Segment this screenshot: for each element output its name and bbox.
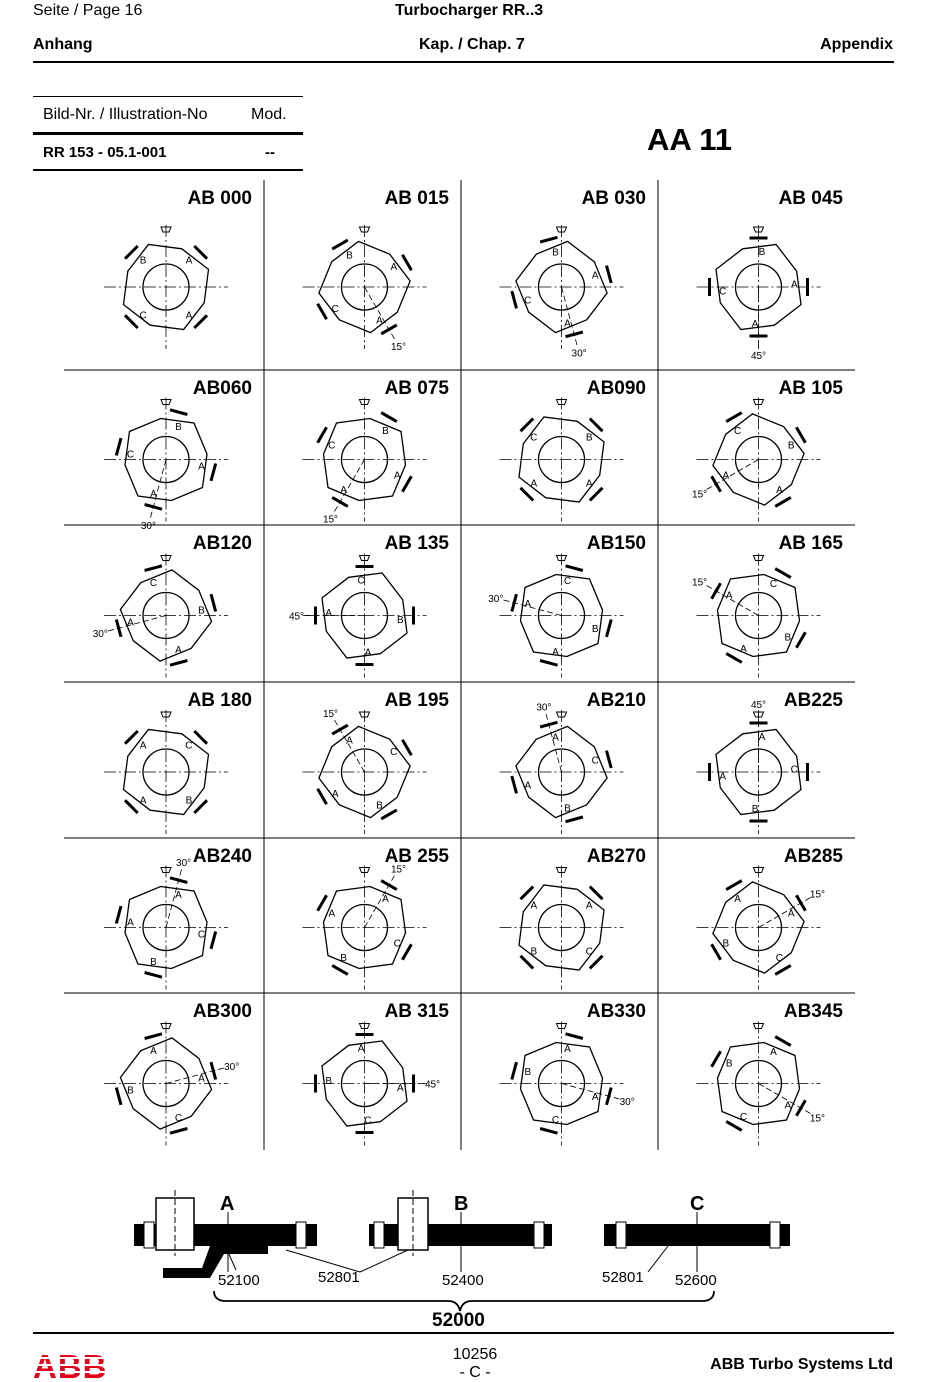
- angle-label: 45°: [424, 1079, 441, 1091]
- variant-cell: [104, 188, 252, 349]
- clip-letter: B: [751, 803, 759, 815]
- clip-tab: [318, 895, 327, 911]
- clip-letter: A: [139, 795, 147, 807]
- clip-tab: [194, 731, 207, 744]
- clip-letter: A: [776, 484, 783, 496]
- clip-letter: C: [524, 295, 532, 307]
- variant-cell: [93, 533, 252, 678]
- illustration-label: Bild-Nr. / Illustration-No: [43, 106, 208, 123]
- part-52400: 52400: [442, 1272, 484, 1289]
- clip-tab: [211, 464, 216, 481]
- section-a-label: A: [220, 1193, 235, 1215]
- clip-letter: C: [719, 286, 727, 298]
- variant-cell: [303, 1001, 450, 1146]
- clip-letter: B: [346, 250, 353, 262]
- clip-letter: B: [524, 1067, 532, 1078]
- clip-tab: [318, 789, 327, 805]
- clip-letter: C: [563, 576, 572, 587]
- clip-tab: [194, 246, 207, 259]
- variant-cell: [500, 188, 647, 360]
- clip-tab: [318, 304, 327, 320]
- clip-letter: C: [364, 1115, 372, 1127]
- document-number: 10256: [452, 1346, 498, 1363]
- clip-letter: A: [185, 310, 193, 322]
- variant-cell: [303, 846, 450, 990]
- clip-letter: A: [552, 732, 559, 744]
- clip-letter: A: [770, 1046, 777, 1058]
- clip-letter: C: [126, 449, 135, 461]
- angle-label: 15°: [809, 889, 825, 901]
- clip-letter: B: [376, 800, 383, 812]
- angle-label: 45°: [750, 700, 767, 711]
- clip-letter: A: [530, 900, 538, 912]
- clip-letter: C: [790, 764, 798, 776]
- clip-letter: A: [364, 647, 372, 659]
- assembly-brace: [214, 1291, 714, 1311]
- mod-label: Mod.: [251, 106, 287, 123]
- clip-letter: A: [175, 889, 182, 901]
- clip-letter: A: [790, 279, 798, 291]
- clip-tab: [521, 419, 534, 432]
- clip-tab: [170, 1129, 187, 1134]
- section-b-label: B: [454, 1193, 469, 1215]
- clip-letter: A: [740, 644, 747, 656]
- clip-letter: A: [150, 489, 157, 501]
- clip-letter: C: [328, 440, 336, 452]
- clip-letter: A: [390, 262, 398, 274]
- variant-label: AB270: [586, 846, 646, 867]
- clip-letter: A: [564, 318, 571, 330]
- clip-letter: C: [139, 310, 147, 322]
- clip-letter: A: [591, 1092, 599, 1103]
- angle-label: 30°: [224, 1061, 240, 1073]
- clip-letter: A: [198, 1073, 205, 1085]
- part-52801-b: 52801: [602, 1269, 644, 1286]
- clip-letter: B: [198, 605, 205, 617]
- clip-tab: [796, 427, 805, 443]
- clip-c-section: [604, 1193, 790, 1272]
- clip-tab: [145, 1034, 162, 1039]
- page-number: Seite / Page 16: [33, 2, 143, 19]
- clip-letter: B: [139, 255, 147, 267]
- variant-label: AB300: [192, 1001, 252, 1022]
- angle-label: 15°: [322, 709, 339, 721]
- clip-letter: C: [174, 1113, 183, 1125]
- clip-letter: A: [722, 470, 730, 482]
- variant-label: AB 045: [778, 188, 843, 209]
- clip-tab: [125, 731, 138, 744]
- clip-letter: A: [564, 1044, 571, 1055]
- clip-tab: [211, 932, 216, 949]
- clip-tab: [116, 1088, 121, 1105]
- variant-label: AB330: [586, 1001, 646, 1022]
- clip-letter: C: [393, 938, 401, 950]
- clip-letter: C: [390, 747, 398, 759]
- clip-tab: [590, 488, 603, 501]
- clip-letter: B: [591, 624, 599, 635]
- clip-tab: [712, 1051, 721, 1067]
- clip-tab: [540, 1129, 557, 1134]
- clip-tab: [712, 944, 721, 960]
- clip-letter: B: [552, 247, 559, 259]
- clip-letter: A: [127, 617, 134, 629]
- chapter-label: Kap. / Chap. 7: [419, 36, 525, 53]
- clip-tab: [318, 427, 327, 443]
- clip-letter: A: [524, 599, 532, 610]
- clip-letter: A: [787, 908, 795, 920]
- variant-label: AB 075: [384, 378, 449, 399]
- angle-label: 15°: [809, 1113, 825, 1125]
- clip-tab: [775, 497, 791, 506]
- illustration-code: AA 11: [647, 122, 733, 157]
- clip-letter: A: [552, 647, 559, 658]
- clip-letter: B: [127, 1085, 134, 1097]
- clip-letter: A: [382, 894, 389, 906]
- angle-label: 15°: [390, 864, 407, 876]
- clip-letter: C: [551, 1115, 560, 1126]
- part-52100: 52100: [218, 1272, 260, 1289]
- variant-label: AB090: [586, 378, 646, 399]
- clip-letter: B: [784, 632, 792, 644]
- variant-cell: [500, 846, 647, 990]
- clip-tab: [607, 266, 612, 283]
- variant-cell: [488, 533, 646, 678]
- clip-letter: A: [175, 645, 182, 657]
- variant-cell: [104, 846, 252, 990]
- variant-cell: [303, 188, 450, 353]
- clip-letter: A: [340, 484, 347, 496]
- clip-tab: [775, 965, 791, 974]
- clip-letter: C: [530, 432, 538, 444]
- clip-tab: [512, 776, 517, 793]
- angle-label: 30°: [571, 348, 587, 360]
- variant-cell: [500, 378, 647, 522]
- variant-cell: [104, 378, 252, 532]
- clip-a-bolt: [156, 1198, 194, 1250]
- clip-tab: [512, 1062, 517, 1079]
- variant-cell: [289, 533, 449, 678]
- variant-cell: [692, 378, 843, 522]
- angle-label: 15°: [322, 514, 339, 526]
- clip-b-bolt: [398, 1198, 428, 1250]
- clip-letter: C: [585, 946, 593, 958]
- mod-value: --: [265, 144, 275, 161]
- angle-label: 30°: [619, 1097, 635, 1109]
- variant-label: AB 165: [778, 533, 843, 554]
- clip-tab: [402, 476, 411, 492]
- clip-tab: [381, 413, 397, 422]
- variant-label: AB 000: [187, 188, 252, 209]
- clip-tab: [775, 569, 791, 578]
- part-52801-a: 52801: [318, 1269, 360, 1286]
- clip-tab: [540, 661, 557, 666]
- clip-tab: [170, 661, 187, 666]
- clip-letter: A: [396, 1082, 404, 1094]
- variant-cell: [697, 1001, 844, 1146]
- clip-b-section: [369, 1190, 552, 1272]
- footer-rule: [33, 1332, 894, 1334]
- clip-letter: B: [340, 952, 347, 964]
- clip-tab: [540, 237, 557, 242]
- angle-label: 30°: [176, 857, 192, 869]
- clip-tab: [145, 973, 162, 978]
- clip-tab: [566, 566, 583, 571]
- angle-label: 15°: [692, 577, 708, 589]
- clip-letter: C: [775, 952, 784, 964]
- variant-cell: [303, 378, 450, 525]
- clip-letter: B: [564, 803, 571, 815]
- clip-letter: A: [185, 255, 193, 267]
- clip-letter: A: [357, 1043, 365, 1055]
- clip-letter: A: [127, 917, 134, 929]
- clip-letter: A: [139, 740, 147, 752]
- clip-tab: [726, 413, 742, 422]
- illustration-number: RR 153 - 05.1-001: [43, 144, 167, 161]
- clip-letter: A: [585, 900, 593, 912]
- variant-label: AB240: [192, 846, 252, 867]
- angle-label: 30°: [488, 593, 504, 605]
- clip-tab: [726, 881, 742, 890]
- svg-text:ABB: ABB: [33, 1350, 108, 1380]
- clip-letter: B: [150, 957, 157, 969]
- clip-letter: C: [739, 1112, 748, 1124]
- clip-letter: A: [725, 590, 733, 602]
- angle-label: 15°: [692, 489, 708, 501]
- angle-label: 45°: [288, 611, 305, 623]
- clip-letter: B: [175, 421, 182, 433]
- clip-letter: B: [722, 938, 730, 950]
- clip-a-section: [134, 1190, 317, 1278]
- clip-letter: B: [725, 1058, 733, 1070]
- clip-letter: B: [325, 1076, 333, 1088]
- variant-cell: [500, 690, 647, 834]
- clip-letter: B: [185, 795, 193, 807]
- variant-cell: [697, 188, 844, 362]
- clip-letter: C: [149, 577, 158, 589]
- variant-label: AB345: [783, 1001, 843, 1022]
- variant-label: AB 255: [384, 846, 449, 867]
- variant-label: AB 135: [384, 533, 449, 554]
- clip-letter: A: [530, 478, 538, 490]
- variant-label: AB210: [586, 690, 646, 711]
- clip-tab: [211, 594, 216, 611]
- clip-tab: [521, 887, 534, 900]
- clip-letter: A: [198, 461, 205, 473]
- clip-tab: [521, 956, 534, 969]
- angle-label: 30°: [92, 629, 108, 641]
- clip-letter: B: [530, 946, 538, 958]
- clip-tab: [590, 419, 603, 432]
- clip-tab: [125, 246, 138, 259]
- angle-label: 30°: [536, 702, 552, 714]
- clip-letter: B: [396, 614, 404, 626]
- clip-letter: B: [585, 432, 593, 444]
- clip-letter: A: [328, 908, 336, 920]
- clip-tab: [796, 632, 805, 648]
- clip-tab: [566, 817, 583, 822]
- clip-tab: [607, 751, 612, 768]
- clip-letter: A: [376, 315, 383, 327]
- variant-cell: [500, 1001, 647, 1146]
- clip-tab: [775, 1037, 791, 1046]
- clip-letter: C: [185, 740, 193, 752]
- variant-label: AB 015: [384, 188, 449, 209]
- clip-tab: [125, 315, 138, 328]
- variant-label: AB 180: [187, 690, 252, 711]
- clip-tab: [125, 800, 138, 813]
- angle-label: 45°: [750, 351, 767, 362]
- company-name: ABB Turbo Systems Ltd: [710, 1356, 893, 1373]
- clip-tab: [116, 906, 121, 923]
- revision-label: - C -: [459, 1364, 491, 1381]
- clip-tab: [607, 620, 612, 637]
- clip-letter: A: [719, 771, 727, 783]
- clip-tab: [194, 800, 207, 813]
- clip-letter: A: [751, 318, 759, 330]
- variant-cell: [104, 690, 252, 834]
- variant-cell: [697, 846, 844, 990]
- clip-tab: [332, 965, 348, 974]
- angle-label: 30°: [140, 521, 156, 533]
- section-label-de: Anhang: [33, 36, 93, 53]
- variant-cell: [303, 690, 450, 834]
- clip-letter: A: [346, 735, 353, 747]
- clip-tab: [332, 240, 348, 249]
- section-c-label: C: [690, 1193, 705, 1215]
- clip-letter: C: [357, 575, 365, 587]
- clip-tab: [145, 566, 162, 571]
- clip-letter: B: [787, 440, 795, 452]
- variant-label: AB225: [783, 690, 843, 711]
- part-52600: 52600: [675, 1272, 717, 1289]
- clip-letter: B: [382, 426, 389, 438]
- clip-letter: A: [393, 470, 401, 482]
- clip-tab: [402, 944, 411, 960]
- clip-tab: [402, 255, 411, 271]
- clip-section-diagram: [0, 1160, 950, 1335]
- clip-letter: A: [784, 1100, 792, 1112]
- variant-label: AB 105: [778, 378, 843, 399]
- clip-tab: [170, 410, 187, 415]
- clip-letter: A: [150, 1045, 157, 1057]
- clip-letter: A: [734, 894, 741, 906]
- clip-tab: [512, 291, 517, 308]
- variant-label: AB060: [192, 378, 252, 399]
- section-label-en: Appendix: [820, 36, 893, 53]
- clip-letter: C: [769, 578, 778, 590]
- variant-cell: [697, 690, 844, 834]
- variant-cell: [104, 1001, 252, 1146]
- variant-label: AB 315: [384, 1001, 449, 1022]
- clip-tab: [590, 956, 603, 969]
- clip-tab: [521, 488, 534, 501]
- document-title: Turbocharger RR..3: [395, 2, 544, 19]
- clip-letter: C: [733, 426, 742, 438]
- clip-letter: C: [331, 303, 339, 315]
- variant-label: AB120: [192, 533, 252, 554]
- variant-label: AB150: [586, 533, 646, 554]
- variant-label: AB 195: [384, 690, 449, 711]
- clip-letter: A: [758, 732, 766, 744]
- clip-letter: A: [331, 788, 339, 800]
- clip-tab: [402, 740, 411, 756]
- angle-label: 15°: [390, 341, 407, 353]
- clip-letter: A: [585, 478, 593, 490]
- variant-label: AB 030: [581, 188, 646, 209]
- clip-tab: [590, 887, 603, 900]
- clip-letter: A: [325, 608, 333, 620]
- clip-letter: C: [591, 755, 599, 767]
- part-52000: 52000: [432, 1310, 485, 1331]
- clip-letter: A: [524, 780, 532, 792]
- clip-tab: [116, 438, 121, 455]
- clip-tab: [194, 315, 207, 328]
- variant-cell: [692, 533, 843, 678]
- variant-label: AB285: [783, 846, 843, 867]
- clip-tab: [566, 1034, 583, 1039]
- clip-letter: C: [197, 929, 206, 941]
- clip-letter: A: [591, 270, 599, 282]
- clip-letter: B: [758, 247, 766, 259]
- clip-tab: [381, 810, 397, 819]
